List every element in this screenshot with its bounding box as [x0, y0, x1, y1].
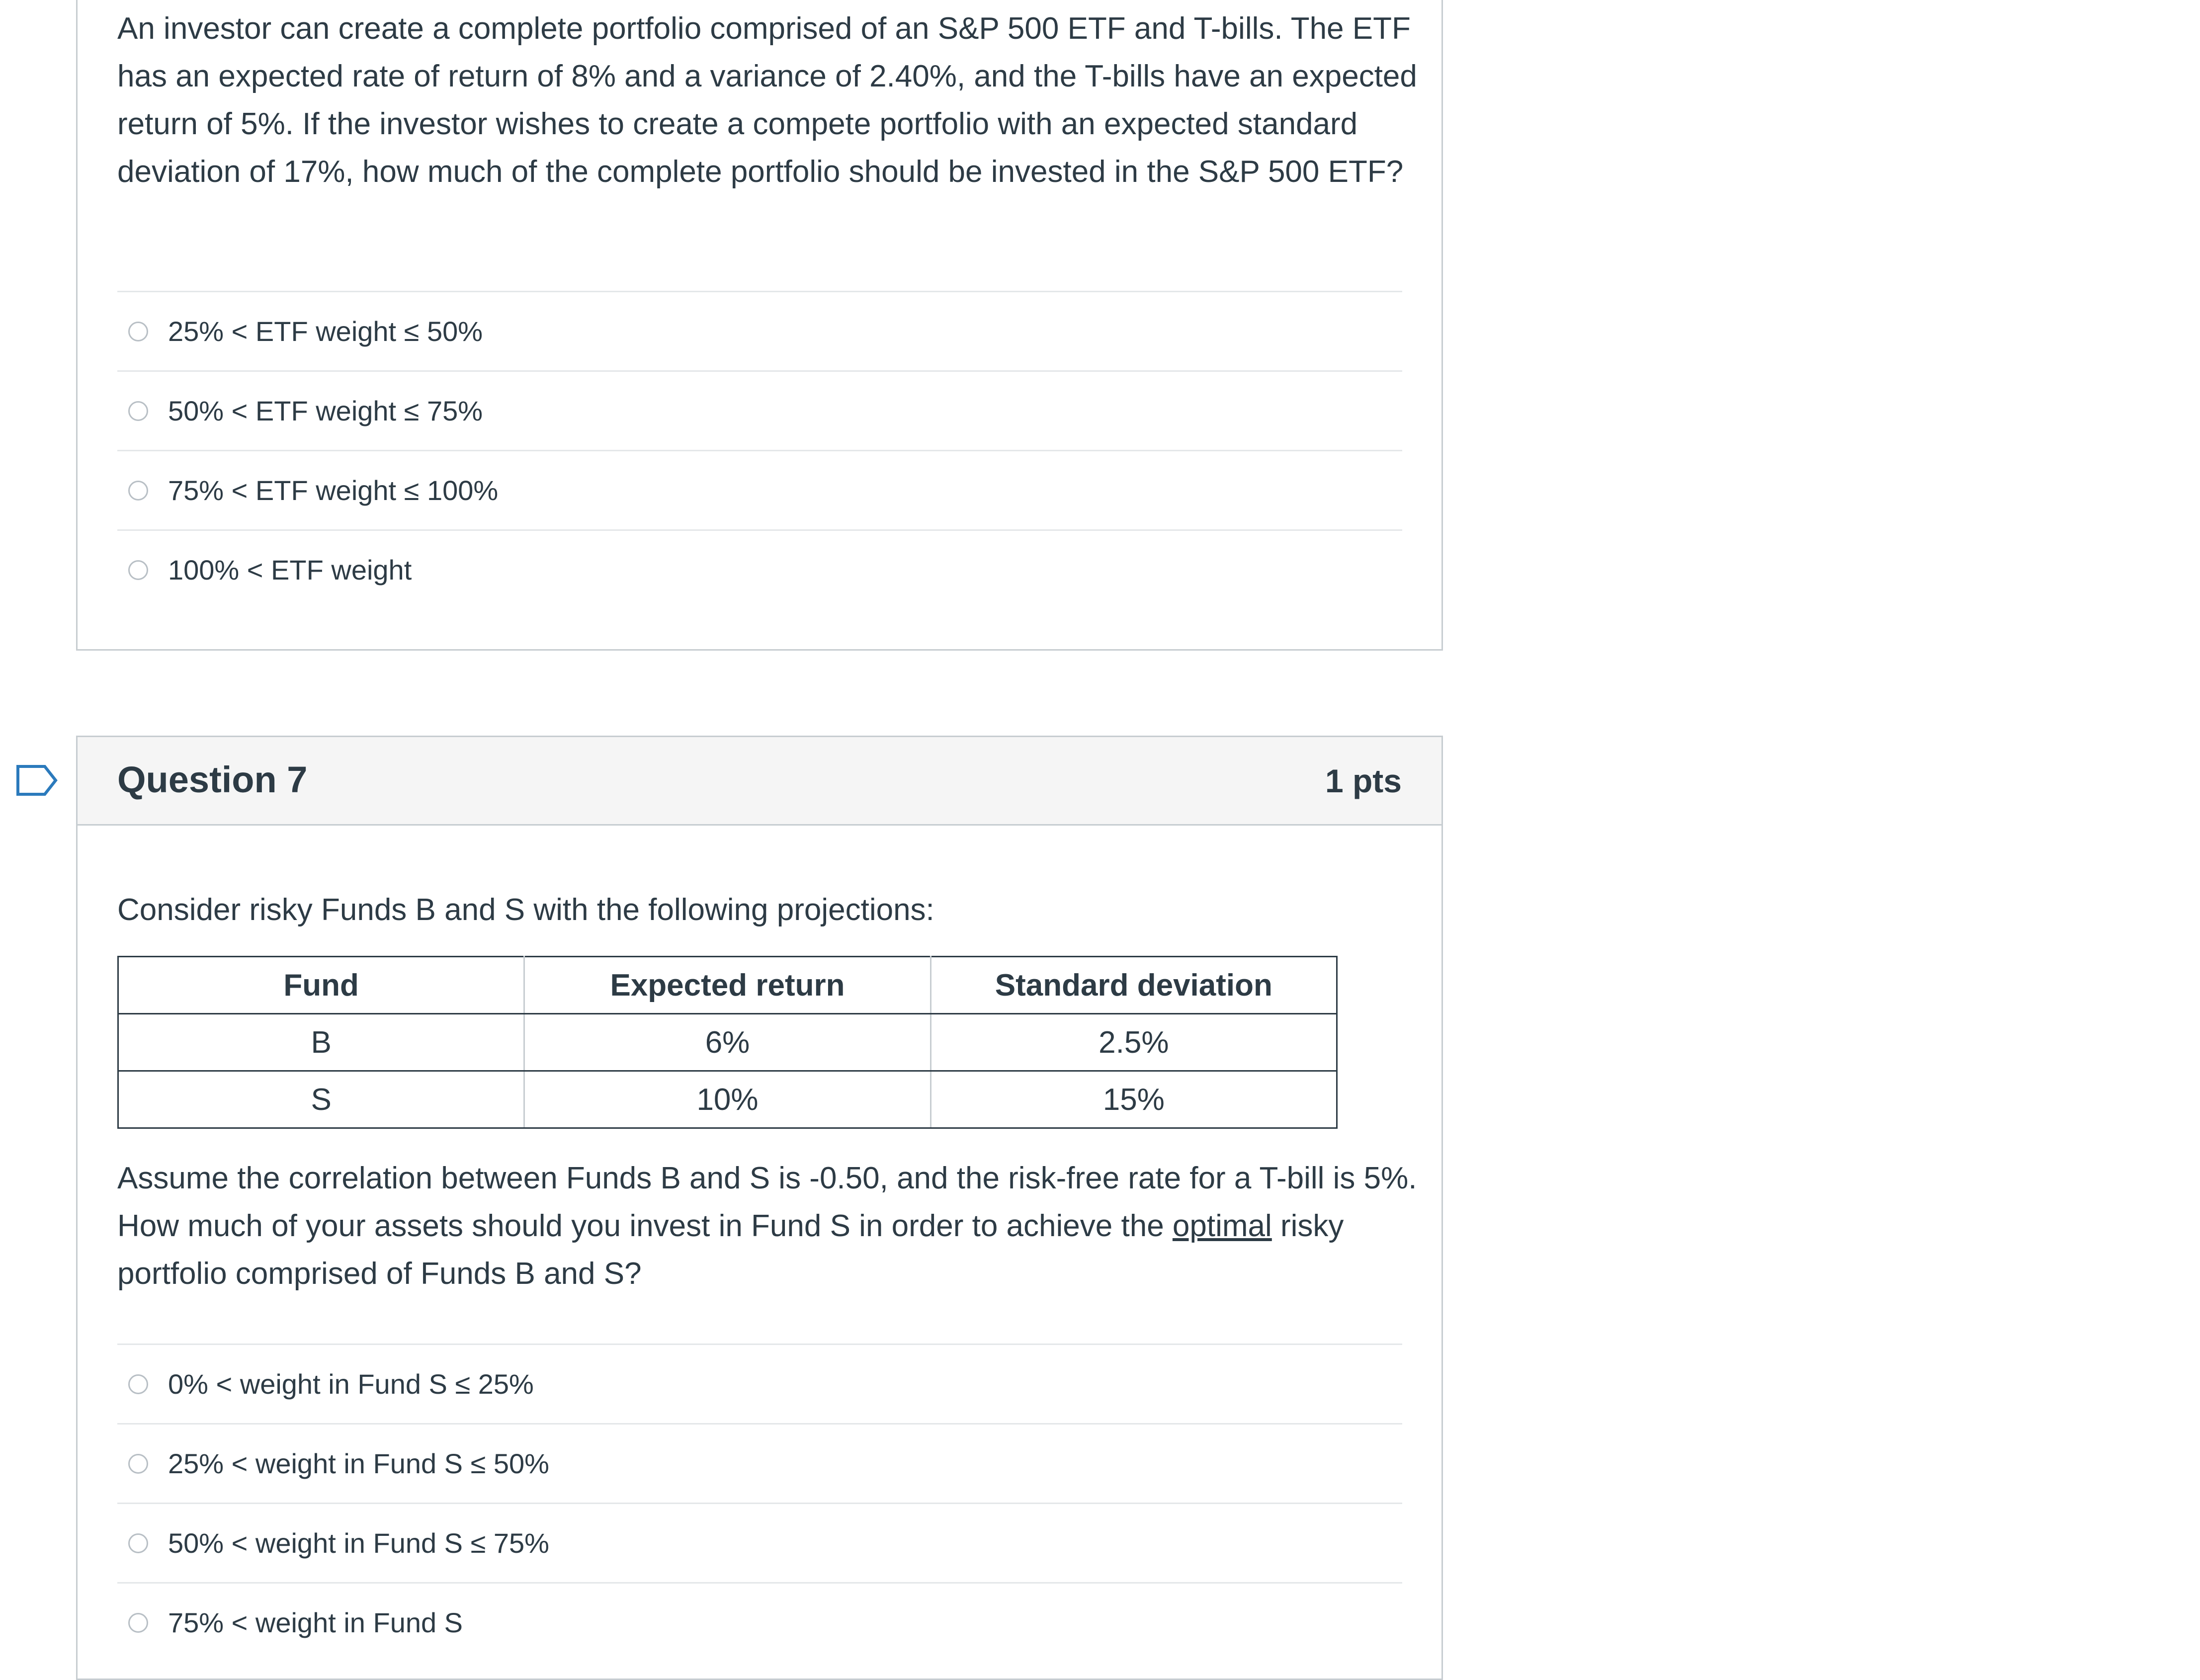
question-title: Question 7 — [117, 759, 308, 800]
answer-label: 50% < weight in Fund S ≤ 75% — [168, 1527, 549, 1559]
question-6-answers — [117, 291, 1402, 609]
radio-circle-icon[interactable] — [128, 1374, 148, 1394]
answer-label: 0% < weight in Fund S ≤ 25% — [168, 1368, 534, 1400]
answer-option[interactable] — [117, 1503, 1402, 1582]
radio-circle-icon[interactable] — [128, 1533, 148, 1553]
question-7-intro: Consider risky Funds B and S with the following projections: — [117, 893, 934, 927]
answer-label: 100% < ETF weight — [168, 554, 412, 586]
emphasis-optimal: optimal — [1172, 1209, 1272, 1243]
radio-circle-icon[interactable] — [128, 401, 148, 421]
answer-option[interactable] — [117, 1423, 1402, 1503]
table-header-cell: Expected return — [524, 957, 931, 1014]
answer-label: 50% < ETF weight ≤ 75% — [168, 395, 483, 426]
question-6-text: An investor can create a complete portfolio comprised of an S&P 500 ETF and T-bills. The ETF has an expected rate of return of 8% and a variance of 2.40%, and the T-bills have an expected return of 5%. If the investor wishes to create a compete portfolio with an expected standard deviation of 17%, how much of the complete portfolio should be invested in the S&P 500 ETF? — [117, 11, 1417, 189]
table-cell: 15% — [931, 1071, 1337, 1128]
bookmark-flag-icon[interactable] — [16, 764, 59, 796]
question-7-card — [76, 736, 1443, 1680]
fund-projections-table — [117, 956, 1338, 1129]
radio-circle-icon[interactable] — [128, 560, 148, 580]
table-cell: S — [118, 1071, 524, 1128]
answer-option[interactable] — [117, 370, 1402, 450]
answer-option[interactable] — [117, 1344, 1402, 1423]
question-7-body-start: Assume the correlation between Funds B and S is -0.50, and the risk-free rate for a T-bill is 5%. How much of your assets should you invest in Fund S in order to achieve the — [117, 1161, 1417, 1243]
table-row — [118, 1071, 1337, 1128]
question-7-body-end: risky portfolio comprised of Funds B and S? — [117, 1209, 1344, 1291]
question-6-card — [76, 0, 1443, 651]
answer-label: 75% < weight in Fund S — [168, 1606, 463, 1638]
table-cell: 2.5% — [931, 1014, 1337, 1071]
question-7-answers — [117, 1344, 1402, 1662]
radio-circle-icon[interactable] — [128, 481, 148, 501]
table-cell: B — [118, 1014, 524, 1071]
radio-circle-icon[interactable] — [128, 1454, 148, 1474]
question-points: 1 pts — [1325, 762, 1402, 799]
answer-option[interactable] — [117, 450, 1402, 529]
radio-circle-icon[interactable] — [128, 322, 148, 341]
answer-label: 25% < ETF weight ≤ 50% — [168, 315, 483, 347]
question-7-body — [117, 1155, 1420, 1298]
answer-option[interactable] — [117, 1582, 1402, 1662]
table-header-cell: Fund — [118, 957, 524, 1014]
table-row — [118, 1014, 1337, 1071]
table-header-cell: Standard deviation — [931, 957, 1337, 1014]
table-cell: 6% — [524, 1014, 931, 1071]
table-cell: 10% — [524, 1071, 931, 1128]
question-7-header — [78, 737, 1441, 826]
answer-option[interactable] — [117, 291, 1402, 370]
answer-label: 75% < ETF weight ≤ 100% — [168, 474, 499, 506]
answer-label: 25% < weight in Fund S ≤ 50% — [168, 1447, 549, 1479]
table-header-row — [118, 957, 1337, 1014]
answer-option[interactable] — [117, 529, 1402, 609]
radio-circle-icon[interactable] — [128, 1613, 148, 1633]
